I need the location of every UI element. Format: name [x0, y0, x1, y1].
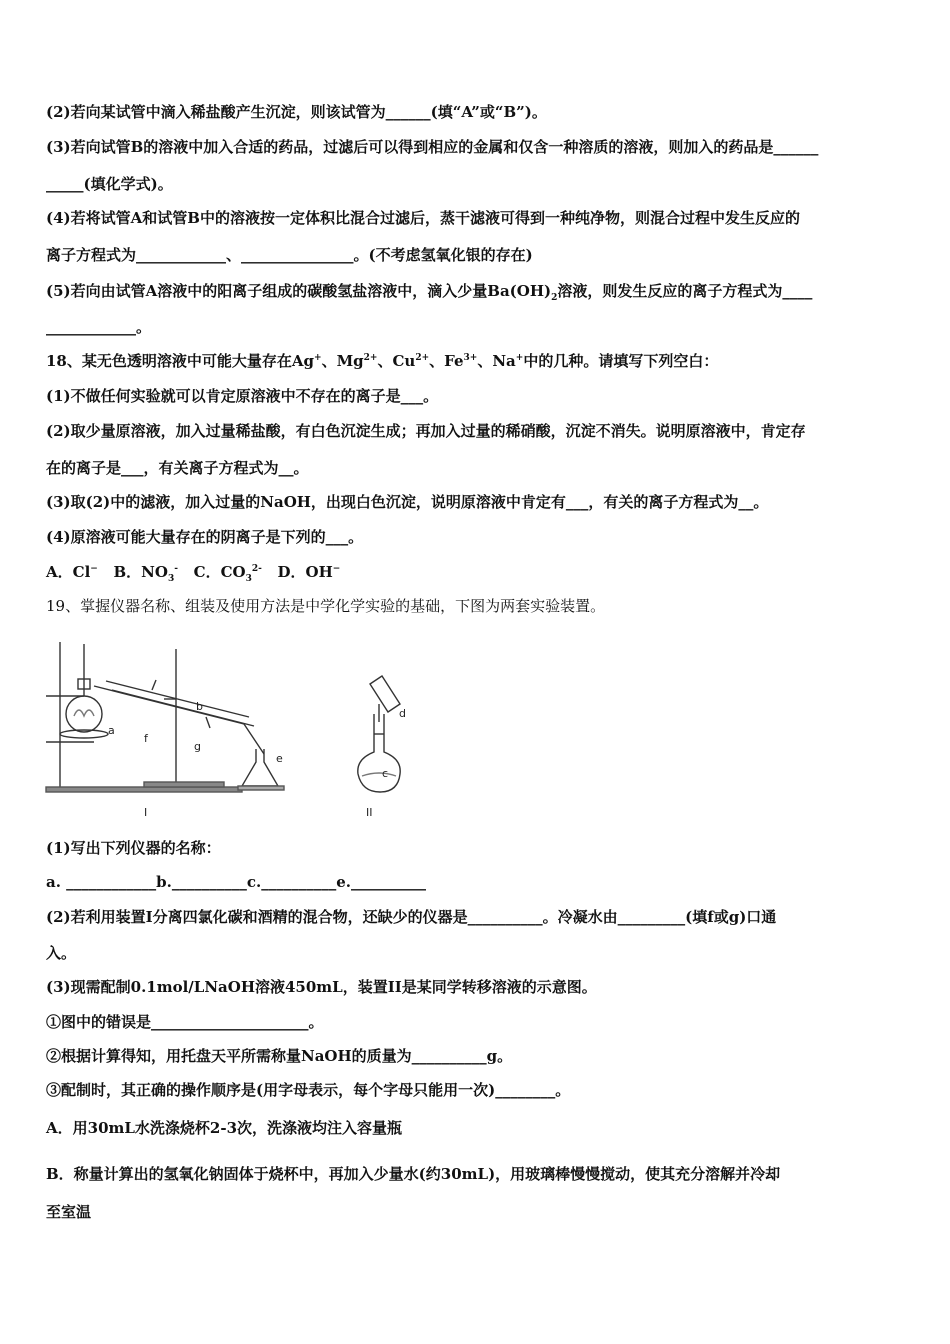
q17-part3: (3)若向试管B的溶液中加入合适的药品，过滤后可以得到相应的金属和仅含一种溶质的溶液，则加入的药品是______: [46, 138, 819, 156]
q19-part3-3: ③配制时，其正确的操作顺序是(用字母表示，每个字母只能用一次)________。: [46, 1081, 571, 1099]
label-c: c: [382, 767, 389, 780]
label-d: d: [399, 707, 406, 720]
caption-II: II: [366, 806, 373, 819]
label-b: b: [196, 700, 203, 713]
q17-part3-cont: _____(填化学式)。: [46, 175, 173, 193]
q18-part1: (1)不做任何实验就可以肯定原溶液中不存在的离子是___。: [46, 387, 439, 405]
q18-part2: (2)取少量原溶液，加入过量稀盐酸，有白色沉淀生成；再加入过量的稀硝酸，沉淀不消失。说明原溶液中，肯定存: [46, 422, 806, 440]
q19-stem: 19、掌握仪器名称、组装及使用方法是中学化学实验的基础，下图为两套实验装置。: [46, 597, 606, 615]
q18-part2-cont: 在的离子是___，有关离子方程式为__。: [46, 459, 309, 477]
q19-part3-2: ②根据计算得知，用托盘天平所需称量NaOH的质量为__________g。: [46, 1047, 513, 1065]
q19-step-b: B．称量计算出的氢氧化钠固体于烧杯中，再加入少量水(约30mL)，用玻璃棒慢慢搅动，使其充分溶解并冷却: [46, 1165, 781, 1183]
q19-part1-blanks: a. ____________b.__________c.__________e.__________: [46, 873, 426, 891]
q19-part3-1: ①图中的错误是_____________________。: [46, 1013, 324, 1031]
q17-part4-cont: 离子方程式为____________、_______________。(不考虑氢氧化银的存在): [46, 246, 533, 264]
label-a: a: [108, 724, 115, 737]
q19-step-a: A．用30mL水洗涤烧杯2-3次，洗涤液均注入容量瓶: [46, 1119, 403, 1137]
q18-stem: 18、某无色透明溶液中可能大量存在Ag+、$Mg^{2+}$、$Cu^{2+}$、$Fe^{3+}$、Na+中的几种。请填写下列空白：: [46, 352, 719, 370]
caption-I: I: [144, 806, 148, 819]
label-g: g: [194, 740, 201, 753]
apparatus-drawing: [44, 624, 444, 824]
apparatus-figure: [44, 624, 444, 824]
q19-part1: (1)写出下列仪器的名称：: [46, 839, 221, 857]
q18-part3: (3)取(2)中的滤液，加入过量的NaOH，出现白色沉淀，说明原溶液中肯定有___，有关的离子方程式为__。: [46, 493, 769, 511]
q19-step-b-cont: 至室温: [46, 1203, 92, 1221]
q17-part2: (2)若向某试管中滴入稀盐酸产生沉淀，则该试管为______(填“A”或“B”)。: [46, 103, 547, 121]
q17-part4: (4)若将试管A和试管B中的溶液按一定体积比混合过滤后，蒸干滤液可得到一种纯净物，则混合过程中发生反应的: [46, 209, 800, 227]
label-f: f: [144, 732, 148, 745]
q19-part3: (3)现需配制0.1mol/LNaOH溶液450mL，装置II是某同学转移溶液的示意图。: [46, 978, 597, 996]
q18-options: A．Cl− B．$NO_3^-$ C．$CO_3^{2-}$ D．OH−: [46, 563, 341, 584]
label-e: e: [276, 752, 283, 765]
q17-part5: (5)若向由试管A溶液中的阳离子组成的碳酸氢盐溶液中，滴入少量$Ba(OH)_2$溶液，则发生反应的离子方程式为____: [46, 282, 813, 303]
q18-part4: (4)原溶液可能大量存在的阴离子是下列的___。: [46, 528, 364, 546]
q19-part2-cont: 入。: [46, 944, 77, 962]
q17-part5-cont: ____________。: [46, 318, 152, 336]
q19-part2: (2)若利用装置I分离四氯化碳和酒精的混合物，还缺少的仪器是__________。冷凝水由_________(填f或g)口通: [46, 908, 777, 926]
